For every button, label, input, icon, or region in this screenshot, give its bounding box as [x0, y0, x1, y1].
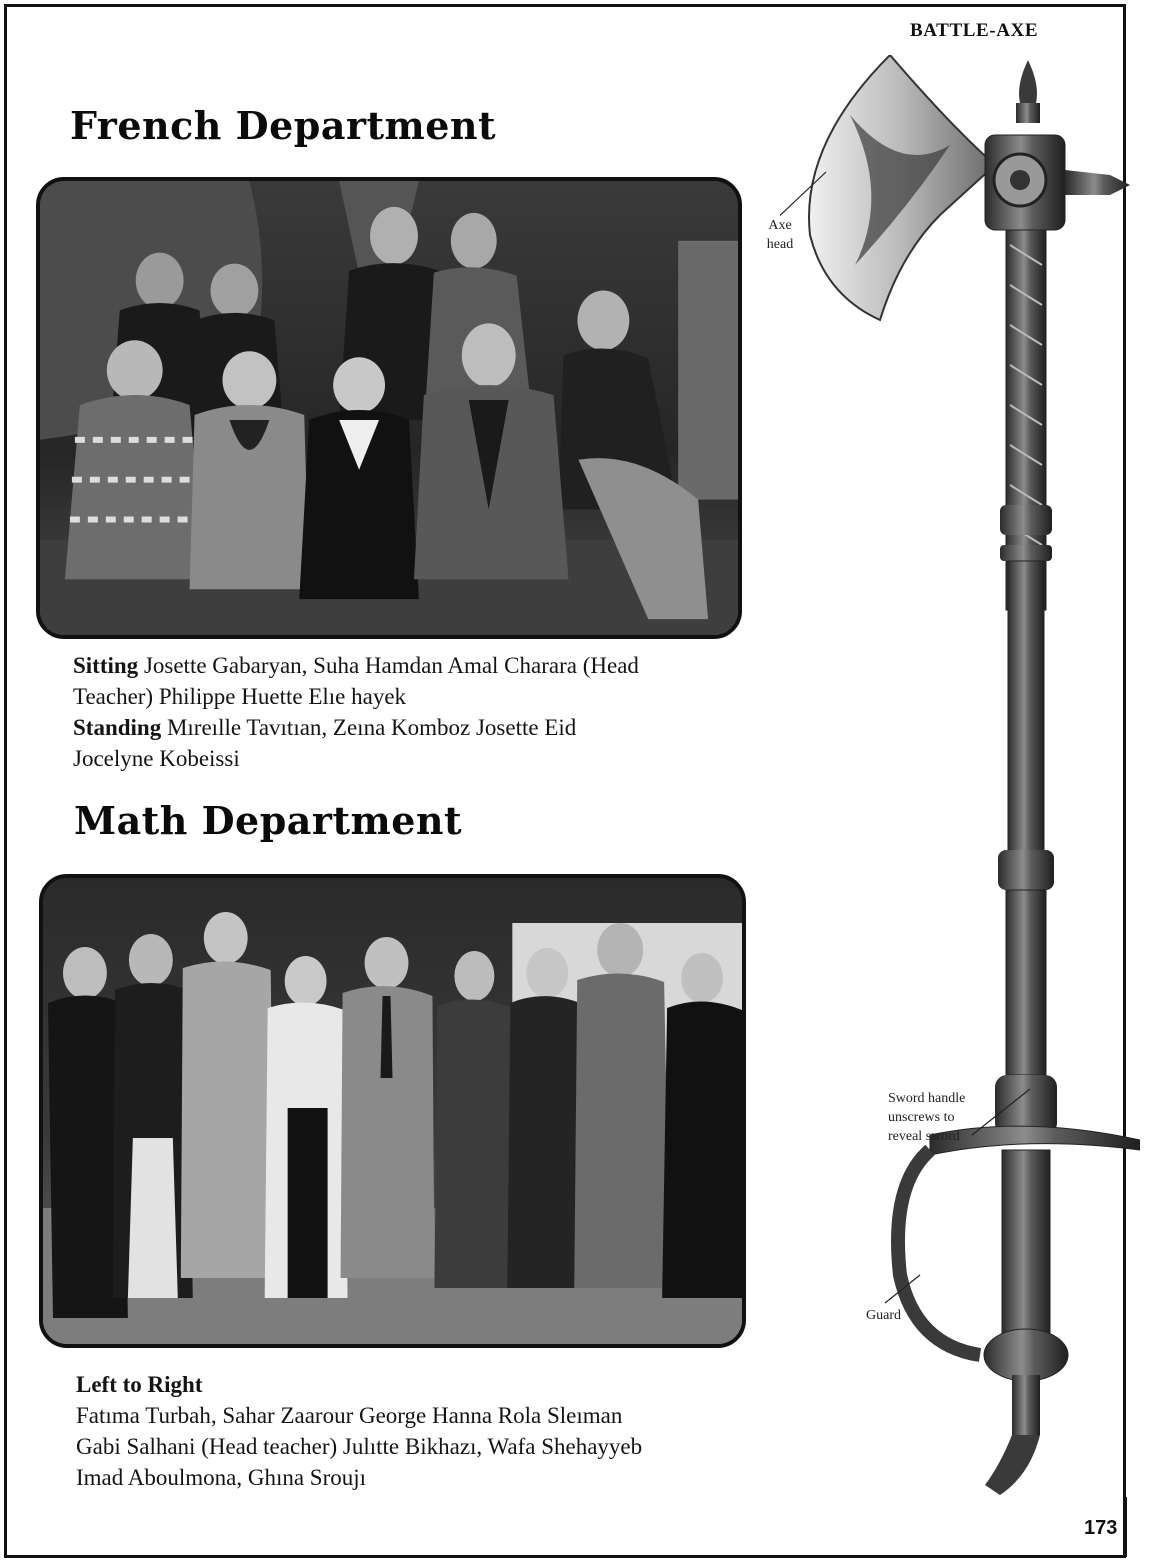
axe-head-callout-line-2: head: [766, 237, 794, 252]
sitting-line-1: [73, 650, 733, 681]
sitting-names-2: Teacher) Philippe Huette Elıe hayek: [73, 684, 407, 709]
standing-line-1: [73, 712, 733, 743]
battle-axe-title: BATTLE-AXE: [910, 20, 1039, 41]
french-department-group-photo: [36, 177, 742, 639]
sitting-names-1: Josette Gabaryan, Suha Hamdan Amal Charara (Head: [138, 653, 639, 678]
standing-names-1: Mıreılle Tavıtıan, Zeına Komboz Josette Eid: [161, 715, 577, 740]
battle-axe-illustration: [780, 55, 1140, 1505]
french-department-heading: French Department: [70, 103, 497, 148]
math-names-3: Imad Aboulmona, Ghına Sroujı: [76, 1465, 367, 1490]
sword-callout-line-1: Sword handle: [888, 1091, 966, 1106]
french-photo-illustration: [40, 181, 738, 635]
axe-head-callout: [762, 216, 798, 254]
page-corner-rule: [1119, 1497, 1127, 1557]
axe-head-callout-line-1: Axe: [768, 218, 792, 233]
standing-label: Standing: [73, 715, 162, 740]
sword-callout-line-2: unscrews to: [888, 1110, 955, 1125]
sword-callout-line-3: reveal sword: [888, 1129, 960, 1144]
sitting-label: Sitting: [73, 653, 139, 678]
math-names-2: Gabi Salhani (Head teacher) Julıtte Bikhazı, Wafa Shehayyeb: [76, 1434, 643, 1459]
math-department-caption: [76, 1369, 736, 1493]
left-to-right-label: Left to Right: [76, 1372, 203, 1397]
standing-names-2: Jocelyne Kobeissi: [73, 746, 240, 771]
guard-callout: Guard: [866, 1308, 901, 1323]
page-number: 173: [1084, 1517, 1118, 1539]
math-photo-illustration: [43, 878, 742, 1344]
sword-handle-callout: [888, 1089, 998, 1146]
math-names-1: Fatıma Turbah, Sahar Zaarour George Hanna Rola Sleıman: [76, 1403, 623, 1428]
math-department-group-photo: [39, 874, 746, 1348]
french-department-caption: [73, 650, 733, 774]
math-department-heading: Math Department: [74, 798, 463, 843]
